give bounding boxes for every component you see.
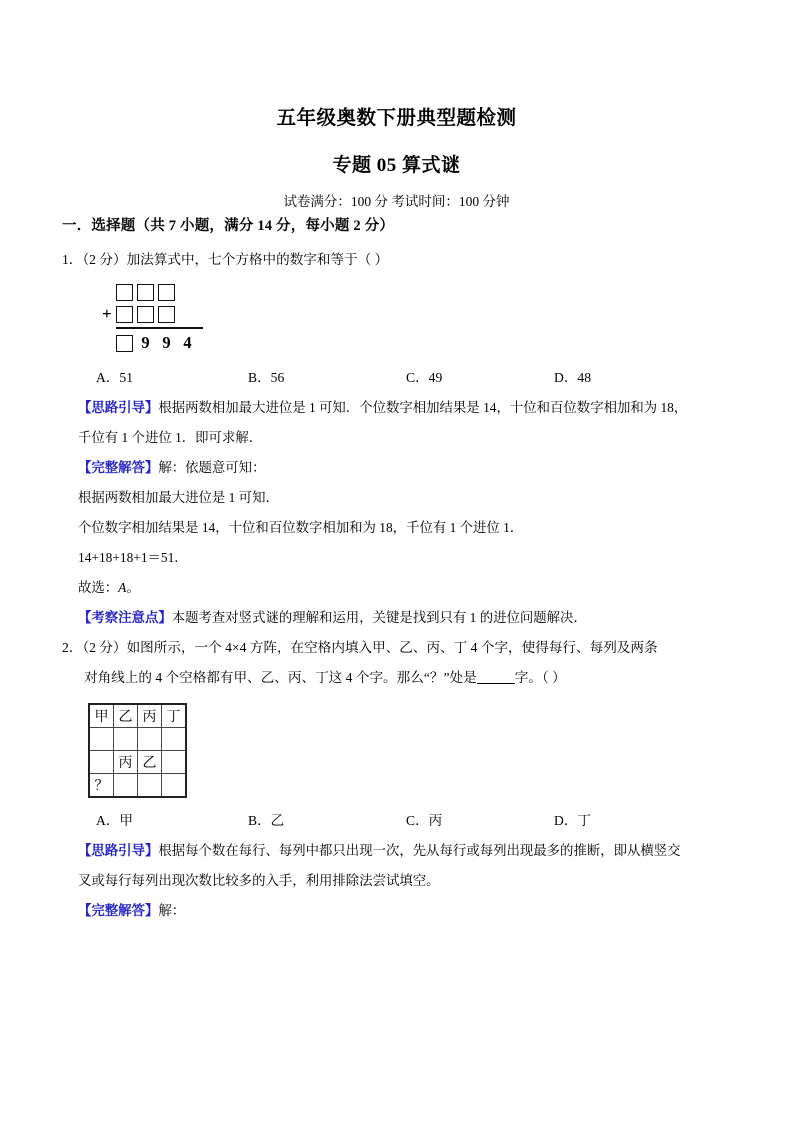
grid-cell: 丙 (138, 704, 162, 728)
addition-rule-line (116, 327, 203, 329)
answer-tag-label: 【完整解答】 (78, 460, 159, 475)
answer-lead: 解： (158, 903, 186, 918)
grid-4x4-table (88, 703, 187, 798)
grid-cell (138, 728, 162, 751)
sum-digit: 9 (141, 333, 150, 352)
answer-blank[interactable] (477, 683, 515, 684)
grid-cell-question-mark: ？ (89, 774, 114, 798)
sum-row (102, 332, 203, 354)
option-d[interactable]: D．丁 (554, 813, 592, 828)
hint-body: 根据两数相加最大进位是 1 可知．个位数字相加结果是 14，十位和百位数字相加和为 18， (158, 400, 688, 415)
option-b[interactable]: B．乙 (248, 813, 285, 828)
question-2-stem-line2 (62, 663, 734, 693)
empty-box-icon (137, 284, 154, 301)
empty-box-icon (116, 335, 133, 352)
question-2-options (62, 806, 734, 836)
document-title: 五年级奥数下册典型题检测 (276, 108, 517, 129)
question-2-hint-line2: 叉或每行每列出现次数比较多的入手，利用排除法尝试填空。 (78, 873, 440, 888)
grid-cell (162, 751, 187, 774)
question-1-note (62, 603, 734, 633)
answer-tag-label: 【完整解答】 (78, 903, 159, 918)
question-1-hint (62, 393, 734, 423)
empty-box-icon (158, 284, 175, 301)
option-c[interactable]: C．49 (406, 370, 443, 385)
grid-cell (114, 774, 138, 798)
grid-cell (162, 728, 187, 751)
grid-cell (114, 728, 138, 751)
hint-tag-label: 【思路引导】 (78, 843, 159, 858)
empty-box-icon (137, 306, 154, 323)
question-1-answer-line: 根据两数相加最大进位是 1 可知． (78, 490, 279, 505)
question-1-hint-line2: 千位有 1 个进位 1．即可求解． (78, 430, 263, 445)
hint-body: 根据每个数在每行、每列中都只出现一次，先从每行或每列出现最多的推断，即从横竖交 (158, 843, 681, 858)
question-2-answer (62, 896, 734, 926)
addend-row-2 (102, 303, 203, 325)
hint-tag-label: 【思路引导】 (78, 400, 159, 415)
document-subtitle: 专题 05 算式谜 (332, 155, 461, 176)
question-1-answer-line: 个位数字相加结果是 14，十位和百位数字相加和为 18，千位有 1 个进位 1． (78, 520, 524, 535)
option-d[interactable]: D．48 (554, 370, 592, 385)
question-1-stem: 1．（2 分）加法算式中，七个方格中的数字和等于（ ） (62, 252, 389, 267)
grid-cell: 乙 (114, 704, 138, 728)
question-1-figure-vertical-addition (62, 281, 734, 359)
grid-cell: 丁 (162, 704, 187, 728)
grid-cell: 甲 (89, 704, 114, 728)
note-tag-label: 【考察注意点】 (78, 610, 172, 625)
empty-box-icon (116, 306, 133, 323)
grid-cell (89, 751, 114, 774)
sum-digit: 9 (162, 333, 171, 352)
grid-cell: 乙 (138, 751, 162, 774)
question-1-answer (62, 453, 734, 483)
grid-row (89, 751, 186, 774)
grid-cell (162, 774, 187, 798)
grid-cell: 丙 (114, 751, 138, 774)
question-2-stem-line2-b: 字。（ ） (514, 670, 566, 685)
grid-cell (89, 728, 114, 751)
option-c[interactable]: C．丙 (406, 813, 443, 828)
plus-sign-icon: + (102, 304, 112, 323)
question-1-answer-line: 14+18+18+1＝51． (78, 550, 188, 565)
question-2-figure-grid (62, 703, 734, 798)
question-2-hint (62, 836, 734, 866)
sum-digit: 4 (183, 333, 192, 352)
grid-row (89, 704, 186, 728)
option-b[interactable]: B．56 (248, 370, 285, 385)
question-2-stem-line1: 2．（2 分）如图所示，一个 4×4 方阵，在空格内填入甲、乙、丙、丁 4 个字，使得每行、每列及两条 (62, 640, 658, 655)
section-heading-choice: 一．选择题（共 7 小题，满分 14 分，每小题 2 分） (62, 218, 395, 234)
grid-row (89, 774, 186, 798)
question-1-answer-choice (62, 573, 734, 603)
answer-choice-letter: A (118, 580, 127, 595)
note-body: 本题考查对竖式谜的理解和运用，关键是找到只有 1 的进位问题解决． (171, 610, 587, 625)
option-a[interactable]: A．甲 (96, 813, 134, 828)
question-1-options (62, 363, 734, 393)
answer-choice-suffix: 。 (126, 580, 140, 595)
empty-box-icon (116, 284, 133, 301)
grid-row (89, 728, 186, 751)
answer-choice-prefix: 故选： (78, 580, 119, 595)
question-2-stem-line2-a: 对角线上的 4 个空格都有甲、乙、丙、丁这 4 个字。那么“？”处是 (84, 670, 477, 685)
exam-meta-info: 试卷满分：100 分 考试时间：100 分钟 (283, 194, 510, 209)
document-content (62, 214, 734, 926)
grid-cell (138, 774, 162, 798)
empty-box-icon (158, 306, 175, 323)
option-a[interactable]: A．51 (96, 370, 134, 385)
addend-row-1 (102, 281, 203, 303)
answer-lead: 解：依题意可知： (158, 460, 266, 475)
